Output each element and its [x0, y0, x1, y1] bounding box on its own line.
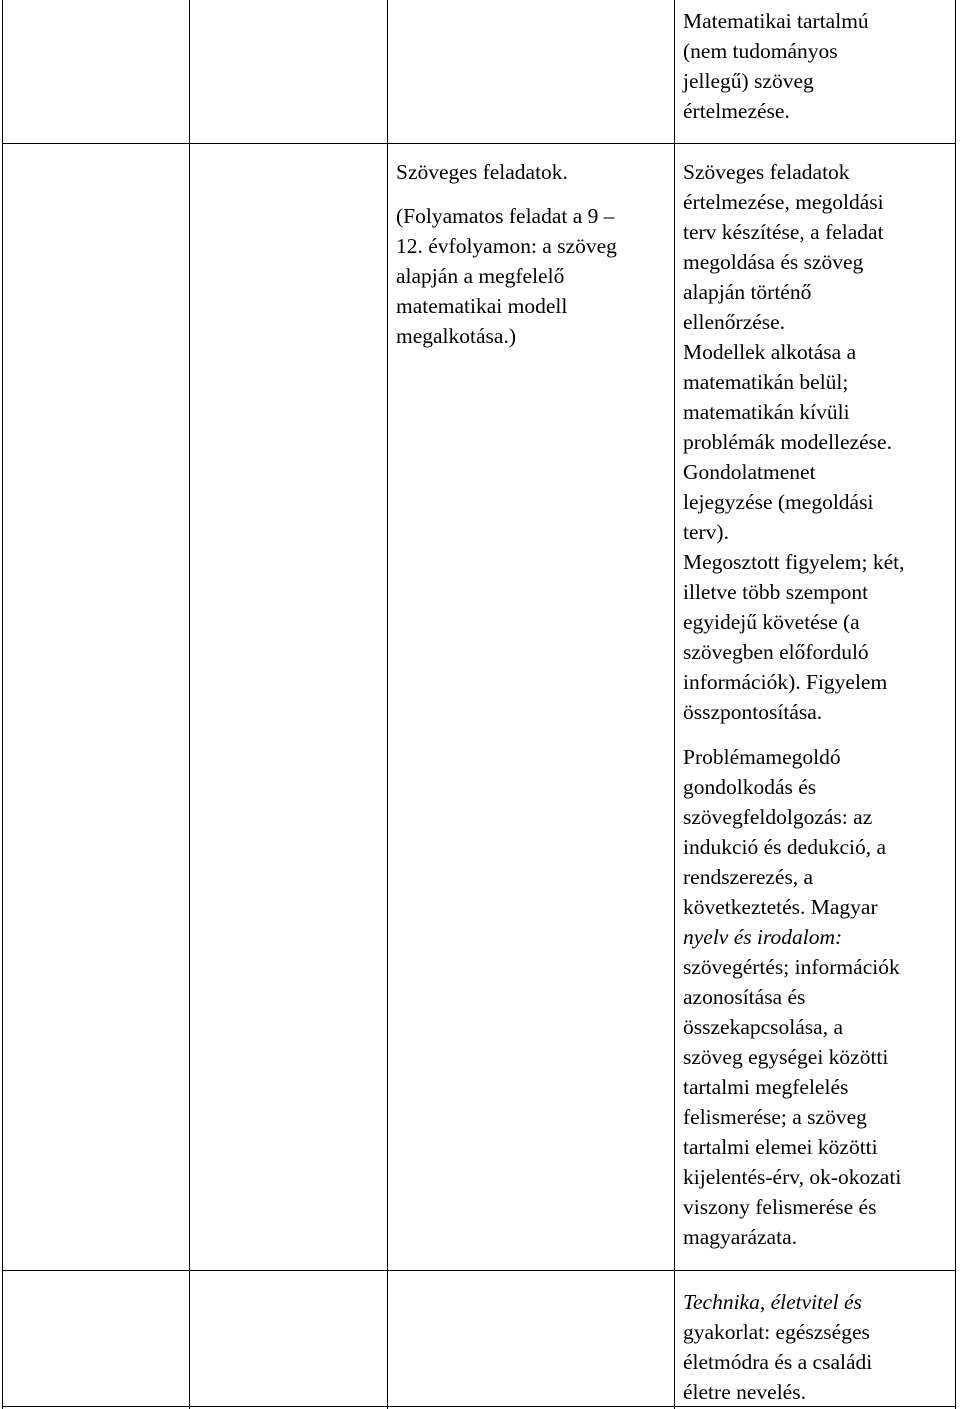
skills-block-1-line: ellenőrzése. [683, 310, 786, 334]
topic-title: Szöveges feladatok. [396, 160, 568, 184]
skills-block-1-line: megoldása és szöveg [683, 250, 864, 274]
cross-subject-line: életre nevelés. [683, 1380, 806, 1404]
skills-block-1-line: terv). [683, 520, 729, 544]
skills-block-1-line: szövegben előforduló [683, 640, 869, 664]
skills-block-2-rest-line: szövegértés; információk [683, 955, 900, 979]
skills-block-2-rest [683, 952, 955, 1252]
row1-col3-line: (nem tudományos [683, 39, 838, 63]
cross-subject-title: Technika, életvitel és [683, 1290, 862, 1314]
skills-block-2-rest-line: magyarázata. [683, 1225, 797, 1249]
row1-col3-line: jellegű) szöveg [683, 69, 814, 93]
skills-block-1-line: alapján történő [683, 280, 812, 304]
skills-block-2-rest-line: szöveg egységei közötti [683, 1045, 889, 1069]
skills-block-2-rest-line: azonosítása és [683, 985, 806, 1009]
skills-block-2-rest-line: tartalmi elemei közötti [683, 1135, 878, 1159]
row2-col3-text [683, 157, 955, 1252]
skills-block-1-line: matematikán belül; [683, 370, 849, 394]
skills-block-2-rest-line: összekapcsolása, a [683, 1015, 843, 1039]
table-column-divider-2 [387, 0, 388, 1409]
skills-block-1-line: lejegyzése (megoldási [683, 490, 874, 514]
skills-block-1-line: információk). Figyelem [683, 670, 888, 694]
skills-block-1-line: matematikán kívüli [683, 400, 850, 424]
skills-block-2-line: gondolkodás és [683, 775, 817, 799]
cross-subject-line: életmódra és a családi [683, 1350, 873, 1374]
row1-col3-line: értelmezése. [683, 99, 790, 123]
row1-col3-line: Matematikai tartalmú [683, 9, 869, 33]
table-row-divider-1 [2, 143, 956, 144]
skills-block-2 [683, 742, 955, 892]
skills-block-2-rest-line: tartalmi megfelelés [683, 1075, 849, 1099]
topic-note-line: megalkotása.) [396, 324, 516, 348]
table-row-divider-2 [2, 1270, 956, 1271]
row3-col3-text [683, 1287, 955, 1407]
topic-note-line: 12. évfolyamon: a szöveg [396, 234, 617, 258]
skills-block-2-line: indukció és dedukció, a [683, 835, 887, 859]
skills-block-2-line: szövegfeldolgozás: az [683, 805, 873, 829]
cross-subject-lines [683, 1317, 955, 1407]
skills-block-1-line: összpontosítása. [683, 700, 823, 724]
skills-block-1-line: terv készítése, a feladat [683, 220, 884, 244]
table-column-divider-1 [189, 0, 190, 1409]
skills-block-2-line-6: következtetés. Magyar [683, 895, 878, 919]
skills-block-1 [683, 157, 955, 727]
topic-note [396, 201, 676, 351]
skills-block-1-line: Gondolatmenet [683, 460, 816, 484]
skills-block-2-rest-line: felismerése; a szöveg [683, 1105, 867, 1129]
skills-block-2-line: rendszerezés, a [683, 865, 814, 889]
skills-block-1-line: egyidejű követése (a [683, 610, 860, 634]
topic-note-line: (Folyamatos feladat a 9 – [396, 204, 615, 228]
skills-block-1-line: Szöveges feladatok [683, 160, 850, 184]
skills-block-1-line: Modellek alkotása a [683, 340, 857, 364]
skills-block-2-rest-line: kijelentés-érv, ok-okozati [683, 1165, 902, 1189]
row1-col3-text [683, 6, 955, 126]
skills-block-2-rest-line: viszony felismerése és [683, 1195, 877, 1219]
table-border-right [955, 0, 956, 1409]
table-border-left [2, 0, 3, 1409]
skills-block-1-line: Megosztott figyelem; két, [683, 550, 905, 574]
topic-note-line: alapján a megfelelő [396, 264, 565, 288]
skills-block-2-line: Problémamegoldó [683, 745, 841, 769]
skills-block-1-line: illetve több szempont [683, 580, 869, 604]
skills-block-2-line-7: nyelv és irodalom: [683, 925, 843, 949]
skills-block-1-line: problémák modellezése. [683, 430, 892, 454]
topic-note-line: matematikai modell [396, 294, 568, 318]
cross-subject-line: gyakorlat: egészséges [683, 1320, 870, 1344]
row2-col2-text [396, 157, 676, 351]
skills-block-1-line: értelmezése, megoldási [683, 190, 884, 214]
